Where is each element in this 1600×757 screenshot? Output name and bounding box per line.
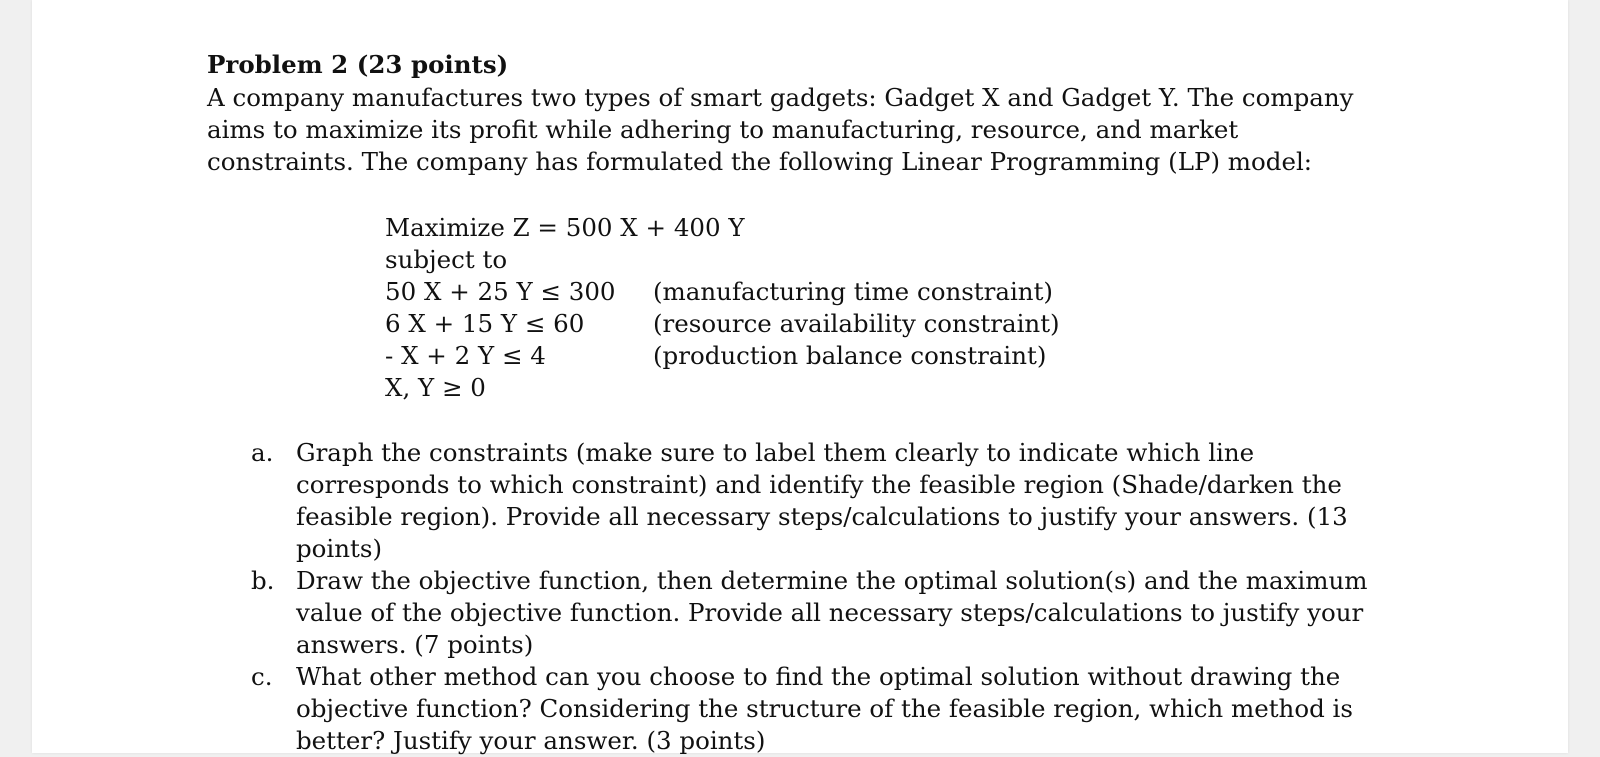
question-part-b [251,565,1387,661]
subject-to-label: subject to [385,245,508,274]
part-letter: b. [251,566,275,595]
constraint-label: (production balance constraint) [653,341,1047,370]
document-page [32,0,1568,753]
constraint-label: (resource availability constraint) [653,309,1060,338]
problem-intro: A company manufactures two types of smart gadgets: Gadget X and Gadget Y. The company aims to maximize its profit while adhering to manufacturing, resource, and market constraints. The company has formulated the following Linear Programming (LP) model: [207,83,1354,176]
nonnegativity-constraint: X, Y ≥ 0 [385,373,486,402]
lp-model [385,212,1387,404]
part-letter: a. [251,438,274,467]
constraint-label: (manufacturing time constraint) [653,277,1053,306]
question-parts [251,437,1387,757]
subject-to-row [385,244,1387,276]
question-part-c [251,661,1387,757]
constraint-expression: - X + 2 Y ≤ 4 [385,341,546,370]
part-text: What other method can you choose to find the optimal solution without drawing the objective function? Considering the structure of the feasible region, which method is better? Justify your answer. (3 points) [296,662,1353,755]
objective-row [385,212,1387,244]
question-part-a [251,437,1387,565]
part-text: Graph the constraints (make sure to label them clearly to indicate which line corresponds to which constraint) and identify the feasible region (Shade/darken the feasible region). Provide all necessary steps/calculations to justify your answers. (13 points) [296,438,1348,563]
part-letter: c. [251,662,273,691]
nonnegativity-row [385,372,1387,404]
constraint-row [385,340,1387,372]
part-text: Draw the objective function, then determine the optimal solution(s) and the maximum value of the objective function. Provide all necessary steps/calculations to justify your answers. (7 points) [296,566,1368,659]
constraint-row [385,276,1387,308]
problem-title: Problem 2 (23 points) [207,50,509,79]
constraint-expression: 50 X + 25 Y ≤ 300 [385,277,616,306]
objective-function: Maximize Z = 500 X + 400 Y [385,213,745,242]
constraint-expression: 6 X + 15 Y ≤ 60 [385,309,585,338]
problem-content [207,48,1387,757]
constraint-row [385,308,1387,340]
